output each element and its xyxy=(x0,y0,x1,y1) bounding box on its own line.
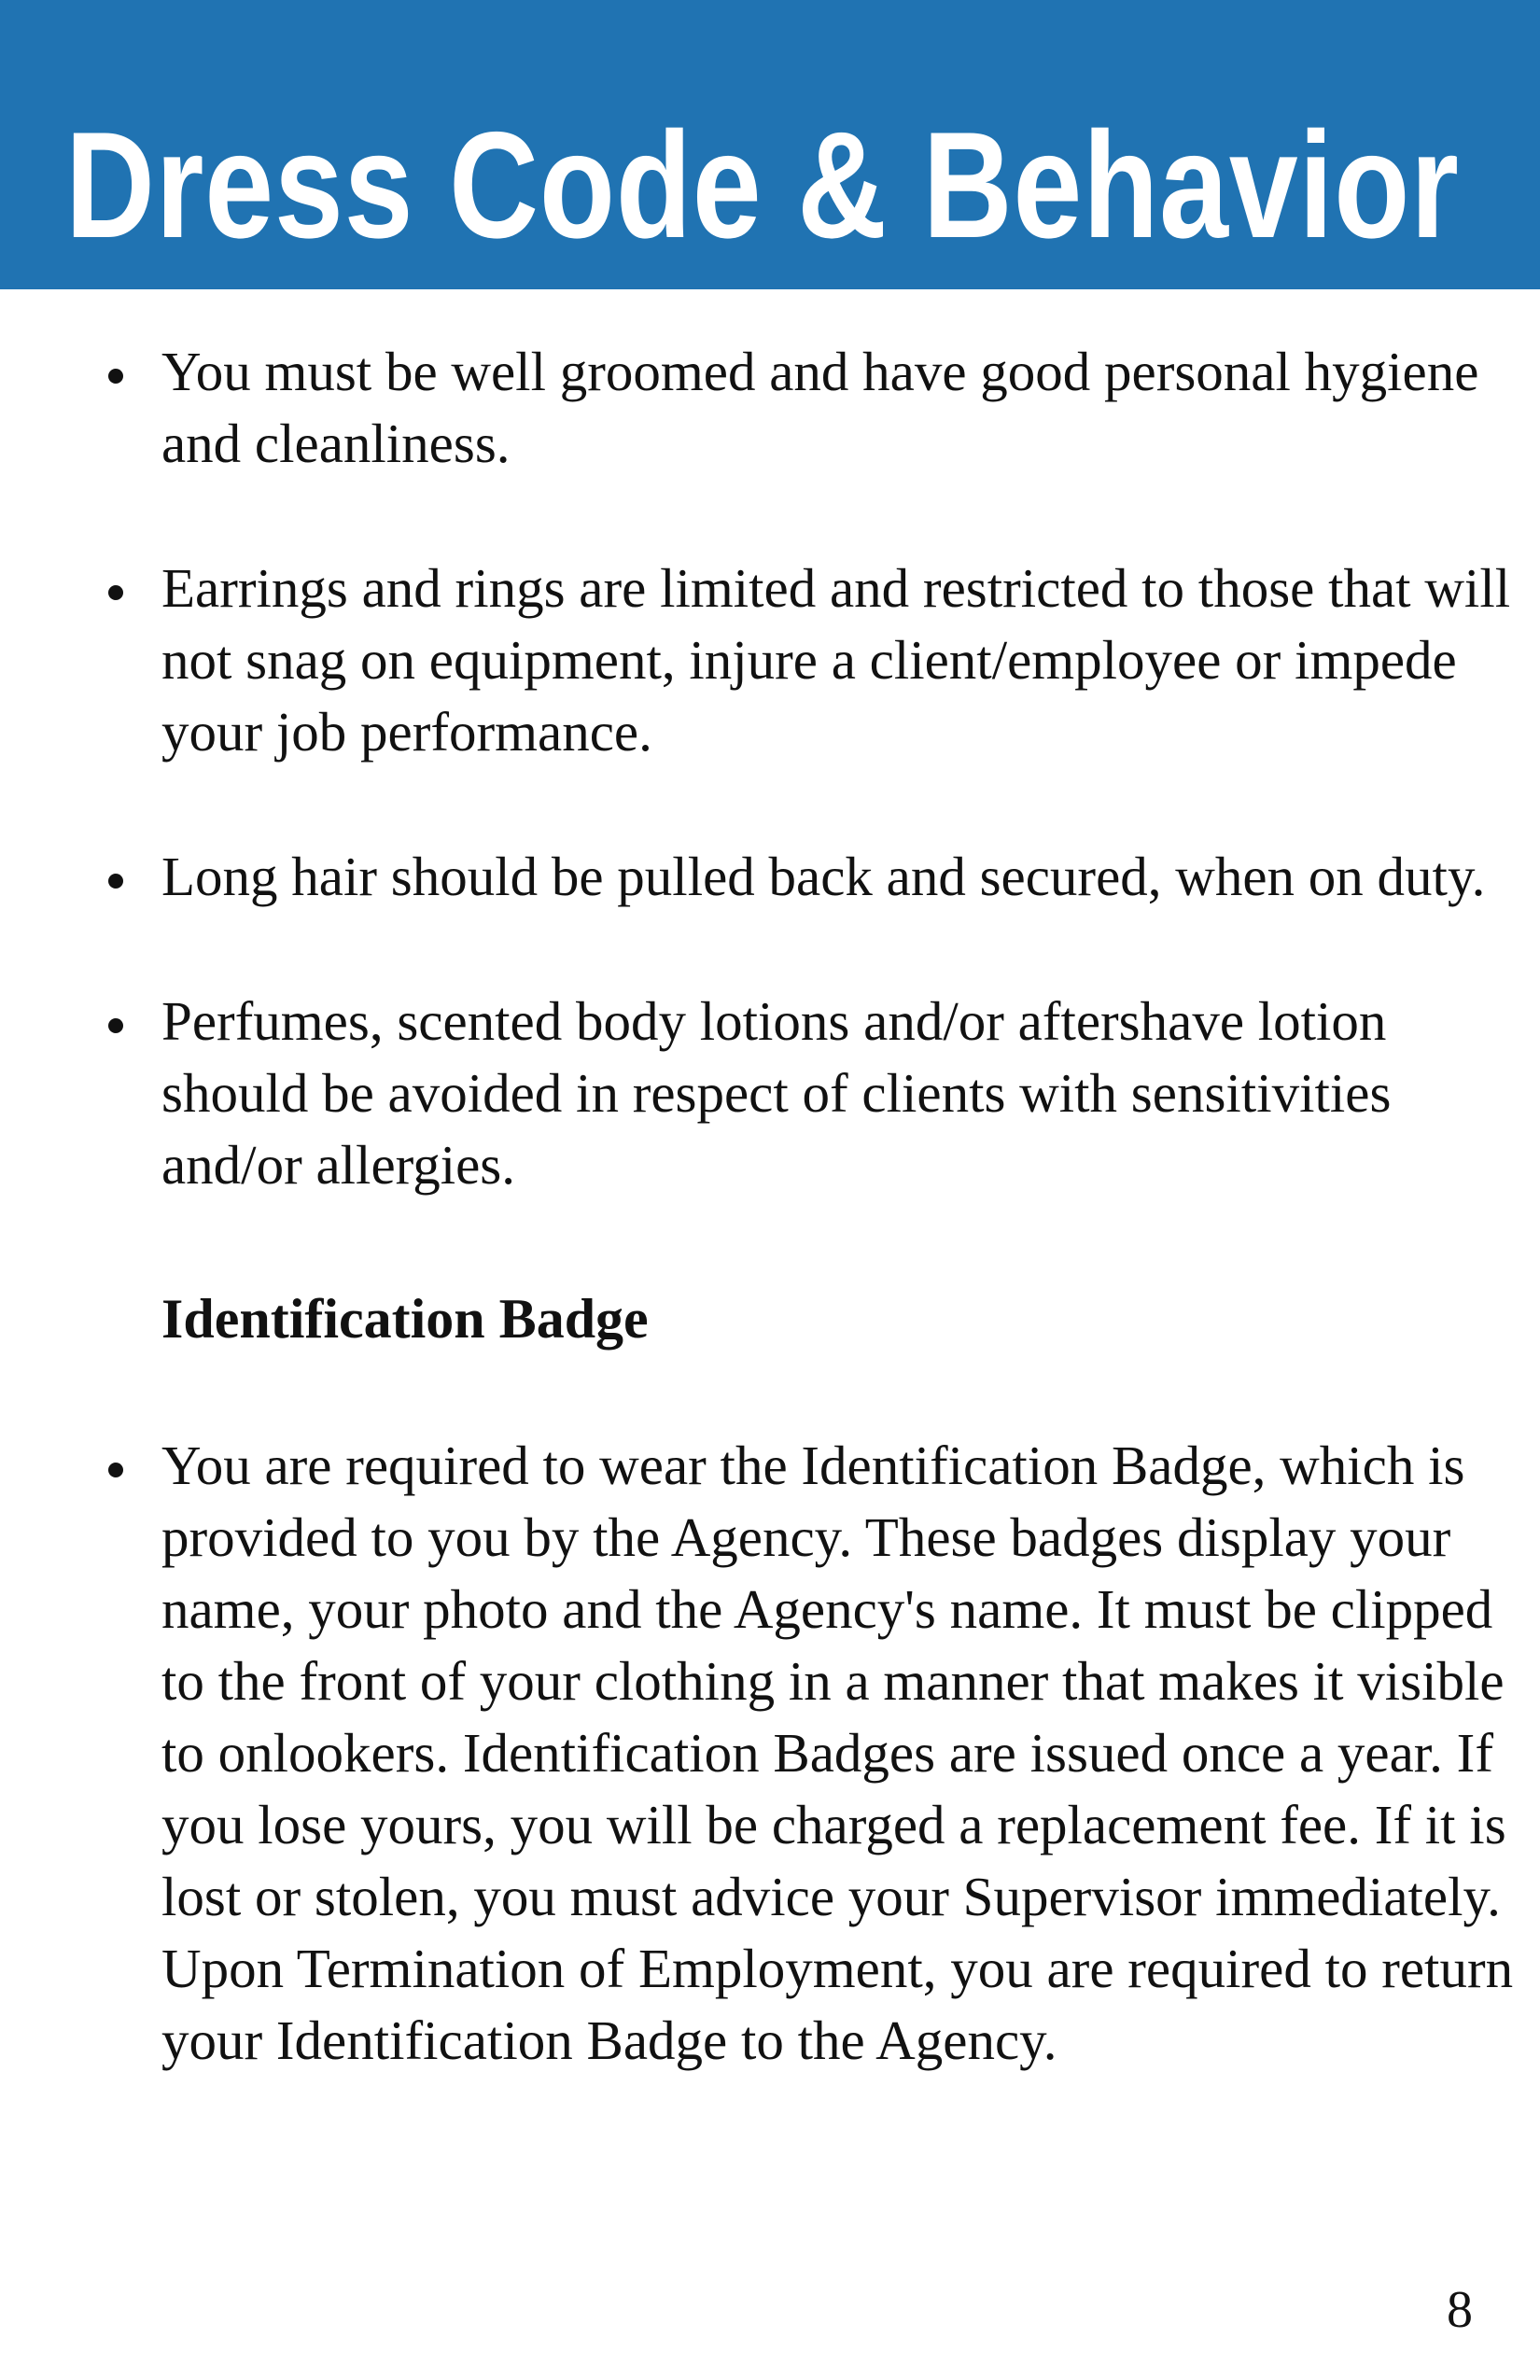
bullet-icon xyxy=(108,874,123,889)
list-item-text: You are required to wear the Identification Badge, which is provided to you by the Agency. These badges display your name, your photo and the Agency's name. It must be clipped to the front of your clothing in a manner that makes it visible to onlookers. Identification Badges are issued once a year. If you lose yours, you will be charged a replacement fee. If it is lost or stolen, you must advice your Supervisor immediately. Upon Termination of Employment, you are required to return your Identification Badge to the Agency. xyxy=(161,1435,1514,2071)
page-title: Dress Code & Behavior xyxy=(65,101,1460,270)
bullet-icon xyxy=(108,1463,123,1477)
list-item xyxy=(0,553,1524,768)
section-heading: Identification Badge xyxy=(161,1288,649,1350)
page-content xyxy=(0,336,1540,2077)
list-item-text: Perfumes, scented body lotions and/or aftershave lotion should be avoided in respect of clients with sensitivities and/or allergies. xyxy=(161,990,1392,1196)
list-item-text: Earrings and rings are limited and restricted to those that will not snag on equipment, injure a client/employee or impede your job performance. xyxy=(161,557,1511,763)
bullet-icon xyxy=(108,1018,123,1033)
header-band xyxy=(0,0,1540,289)
list-item xyxy=(0,841,1524,913)
dress-code-list xyxy=(0,336,1540,1201)
list-item xyxy=(0,986,1524,1201)
list-item-text: You must be well groomed and have good personal hygiene and cleanliness. xyxy=(161,341,1479,474)
list-item xyxy=(0,1430,1524,2077)
list-item xyxy=(0,336,1524,480)
bullet-icon xyxy=(108,369,123,384)
list-item-text: Long hair should be pulled back and secured, when on duty. xyxy=(161,846,1486,907)
page-number: 8 xyxy=(1447,2281,1473,2339)
bullet-icon xyxy=(108,585,123,600)
identification-badge-list xyxy=(0,1430,1540,2077)
